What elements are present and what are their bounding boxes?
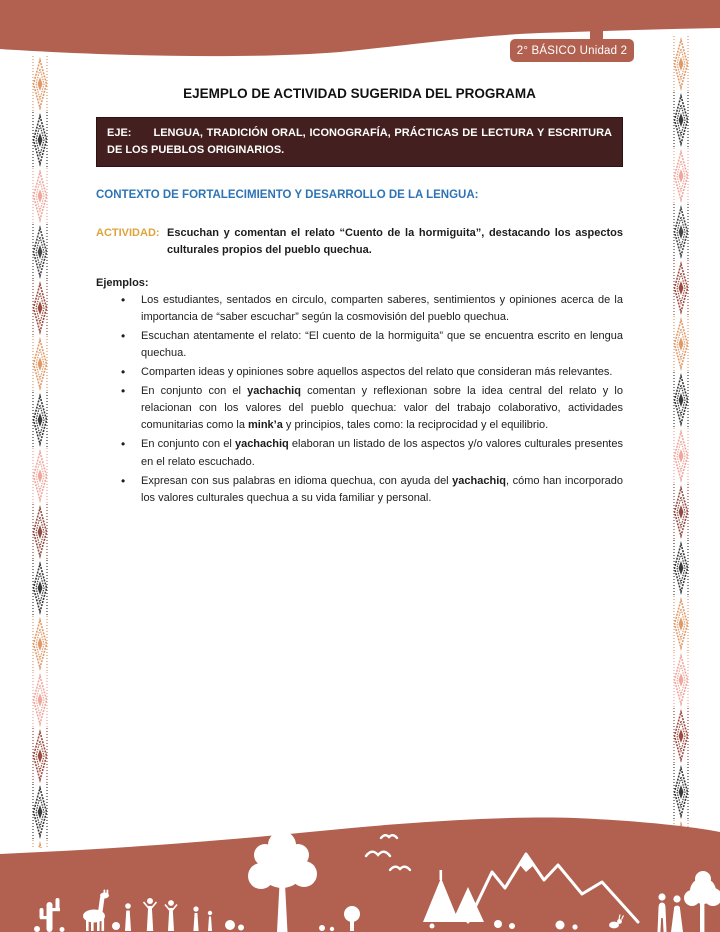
textile-motif: [33, 392, 47, 448]
ejemplo-bullet: • Escuchan atentamente el relato: “El cuento de la hormiguita” que se encuentra escrito en lengua quechua.: [96, 328, 623, 362]
textile-motif: [33, 280, 47, 336]
textile-motif: [674, 92, 688, 148]
contexto-heading: CONTEXTO DE FORTALECIMIENTO Y DESARROLLO DE LA LENGUA:: [96, 189, 479, 201]
textile-motif: [674, 596, 688, 652]
unit-badge: [510, 39, 634, 62]
ejemplos-heading: Ejemplos:: [96, 277, 149, 290]
ejemplo-bullet: • En conjunto con el yachachiq elaboran un listado de los aspectos y/o valores culturales presentes en el relato escuchado.: [96, 436, 623, 470]
ejemplo-bullet: • Comparten ideas y opiniones sobre aquellos aspectos del relato que consideran más relevantes.: [96, 364, 623, 381]
document-content: [96, 86, 623, 509]
ejemplo-bullet: • En conjunto con el yachachiq comentan y reflexionan sobre la idea central del relato y lo relacionan con los valores del pueblo quechua: valor del trabajo colaborativo, actividades comunitarias como la mink’a y principios, tales como: la reciprocidad y el equilibrio.: [96, 383, 623, 434]
actividad-text: Escuchan y comentan el relato “Cuento de la hormiguita”, destacando los aspectos culturales propios del pueblo quechua.: [167, 227, 623, 257]
page-title: EJEMPLO DE ACTIVIDAD SUGERIDA DEL PROGRAMA: [183, 86, 536, 101]
textile-motif: [674, 204, 688, 260]
textile-motif: [33, 560, 47, 616]
textile-motif: [33, 168, 47, 224]
textile-motif: [674, 148, 688, 204]
ejemplo-bullet: • Expresan con sus palabras en idioma quechua, con ayuda del yachachiq, cómo han incorporado los valores culturales quechua a su vida familiar y personal.: [96, 473, 623, 507]
footer-landscape-graphic: [0, 812, 720, 932]
ejemplo-bullet: • Los estudiantes, sentados en circulo, comparten saberes, sentimientos y opiniones acerca de la importancia de “saber escuchar” según la cosmovisión del pueblo quechua.: [96, 292, 623, 326]
textile-motif: [33, 672, 47, 728]
actividad-label: ACTIVIDAD:: [96, 227, 160, 239]
textile-motif: [33, 504, 47, 560]
textile-motif: [33, 448, 47, 504]
textile-motif: [33, 616, 47, 672]
actividad-row: [96, 225, 623, 259]
textile-motif: [674, 540, 688, 596]
eje-label: EJE:: [107, 127, 132, 139]
textile-motif: [674, 708, 688, 764]
right-textile-border: [672, 36, 690, 848]
ejemplos-list: [96, 292, 623, 507]
unit-badge-label: 2° BÁSICO Unidad 2: [516, 44, 628, 57]
eje-box: [96, 117, 623, 167]
textile-motif: [33, 112, 47, 168]
textile-motif: [674, 484, 688, 540]
textile-motif: [33, 336, 47, 392]
eje-text: LENGUA, TRADICIÓN ORAL, ICONOGRAFÍA, PRÁCTICAS DE LECTURA Y ESCRITURA DE LOS PUEBLOS ORIGINARIOS.: [107, 127, 612, 156]
textile-motif: [674, 428, 688, 484]
textile-motif: [33, 224, 47, 280]
left-textile-border: [31, 56, 49, 848]
textile-motif: [674, 372, 688, 428]
textile-motif: [674, 316, 688, 372]
textile-motif: [33, 728, 47, 784]
textile-motif: [674, 260, 688, 316]
textile-motif: [674, 652, 688, 708]
